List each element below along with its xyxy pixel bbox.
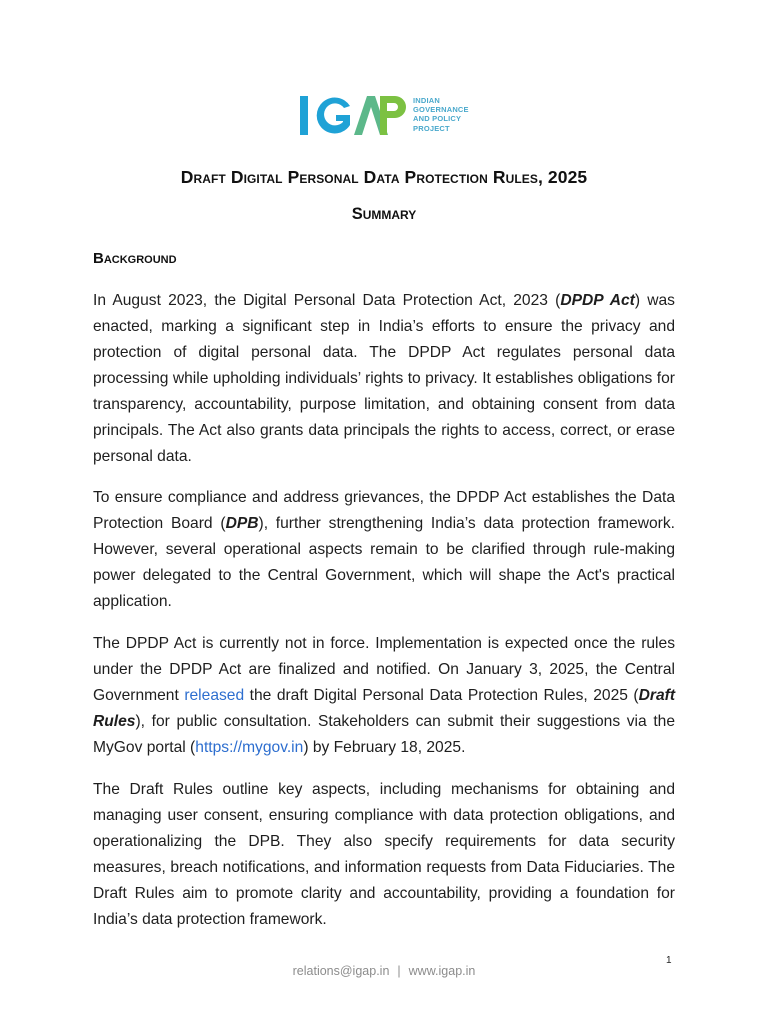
- paragraph: [93, 485, 675, 615]
- document-subtitle: Summary: [351, 205, 417, 223]
- paragraph-text: ) by February 18, 2025.: [303, 739, 466, 756]
- paragraph-text: ), for public consultation. Stakeholders can submit their suggestions via the MyGov portal (: [93, 713, 675, 756]
- defined-term: DPB: [225, 515, 259, 532]
- hyperlink[interactable]: released: [184, 687, 245, 704]
- footer-separator: |: [397, 964, 401, 978]
- igap-wordmark-icon: [298, 93, 408, 139]
- paragraph: [93, 777, 675, 933]
- igap-logo: [298, 93, 478, 139]
- page-number: 1: [666, 955, 672, 966]
- paragraph-text: ) was enacted, marking a significant step in India’s efforts to ensure the privacy and protection of digital personal data. The DPDP Act regulates personal data processing while upholding individuals’ rights to privacy. It establishes obligations for transparency, accountability, purpose limitation, and obtaining consent from data principals. The Act also grants data principals the rights to access, correct, or erase personal data.: [93, 292, 675, 465]
- paragraph-text: In August 2023, the Digital Personal Data Protection Act, 2023 (: [93, 292, 561, 309]
- logo-subtitle: INDIAN GOVERNANCE AND POLICY PROJECT: [413, 96, 469, 133]
- paragraph-text: the draft Digital Personal Data Protection Rules, 2025 (: [244, 687, 639, 704]
- hyperlink[interactable]: https://mygov.in: [195, 739, 304, 756]
- footer-website[interactable]: www.igap.in: [408, 964, 476, 978]
- paragraph: [93, 631, 675, 761]
- defined-term: Draft Rules: [93, 687, 676, 730]
- document-title: Draft Digital Personal Data Protection Rules, 2025: [180, 167, 588, 187]
- footer-email[interactable]: relations@igap.in: [292, 964, 390, 978]
- paragraph-text: To ensure compliance and address grievances, the DPDP Act establishes the Data Protection Board (: [93, 489, 675, 532]
- paragraph: [93, 288, 675, 470]
- paragraph-text: ), further strengthening India’s data protection framework. However, several operational aspects remain to be clarified through rule-making power delegated to the Central Government, which will shape the Act's practical application.: [93, 515, 675, 610]
- paragraph-text: The DPDP Act is currently not in force. Implementation is expected once the rules under the DPDP Act are finalized and notified. On January 3, 2025, the Central Government: [93, 635, 675, 704]
- footer: [0, 964, 768, 978]
- defined-term: DPDP Act: [560, 292, 635, 309]
- paragraph-text: The Draft Rules outline key aspects, including mechanisms for obtaining and managing user consent, ensuring compliance with data protection obligations, and operationalizing the DPB. They also specify requirements for data security measures, breach notifications, and information requests from Data Fiduciaries. The Draft Rules aim to promote clarity and accountability, providing a foundation for India’s data protection framework.: [93, 781, 675, 928]
- section-heading: Background: [93, 250, 177, 267]
